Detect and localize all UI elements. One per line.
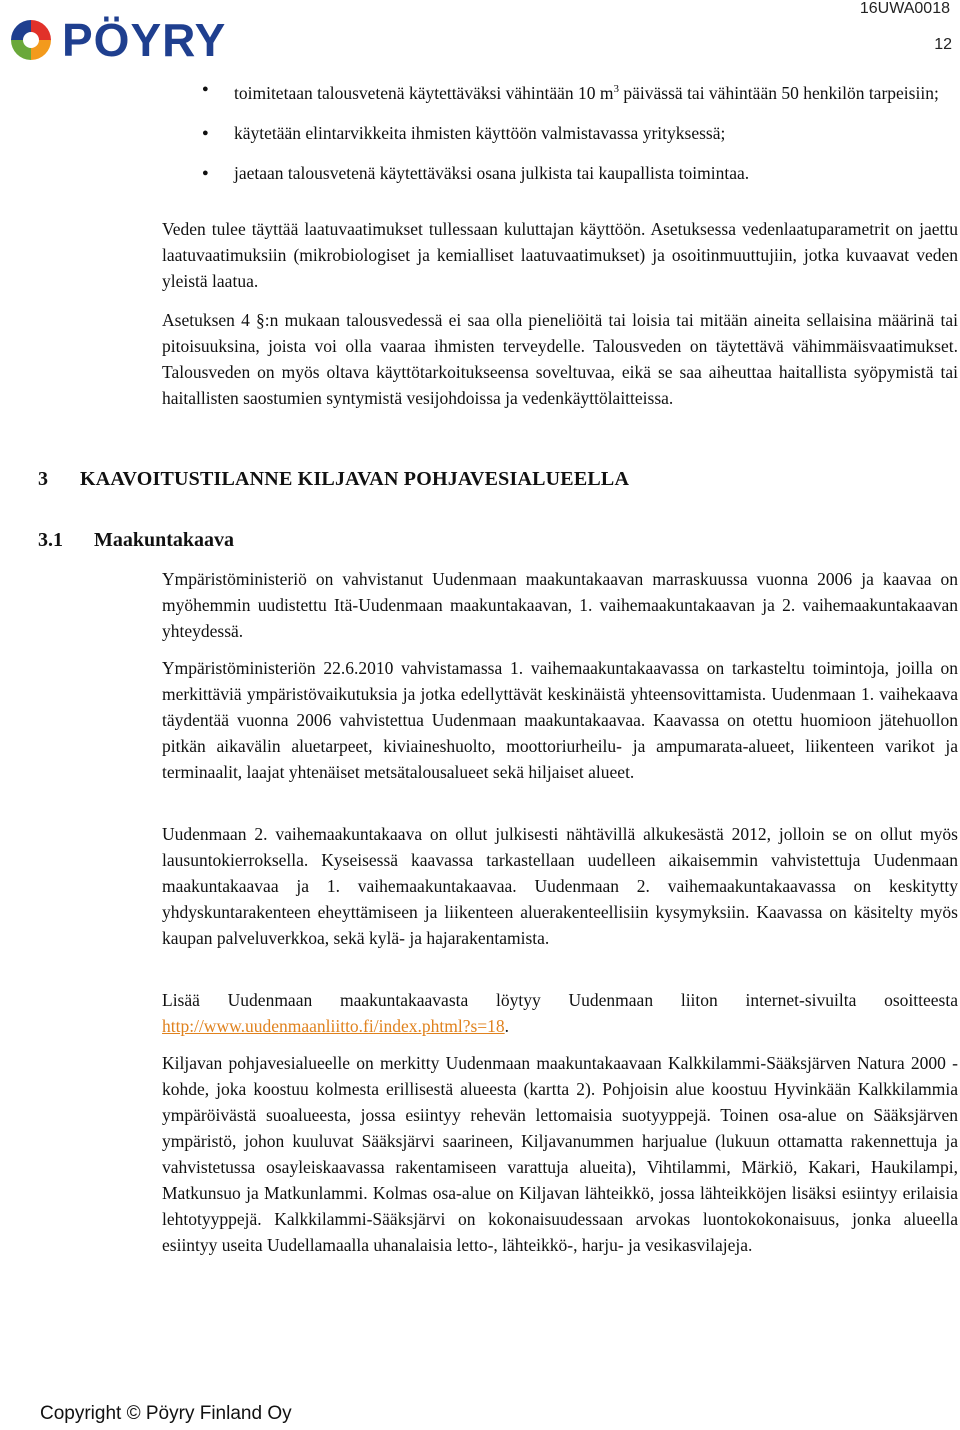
- paragraph: Uudenmaan 2. vaihemaakuntakaava on ollut julkisesti nähtävillä alkukesästä 2012, jolloin se on ollut myös lausuntokierroksella. Kyseisessä kaavassa tarkastellaan uudelleen aikaisemmin vahvistettuja Uudenmaan maakuntakaavaa ja 1. vaihemaakuntakaavaa. Uudenmaan 2. vaihemaakuntakaavassa on keskitytty yhdyskuntarakenteen eheyttämiseen ja liikenteen aluerakenteellisiin kysymyksiin. Kaavassa on käsitelty myös kaupan palveluverkkoa, sekä kylä- ja hajarakentamista.: [162, 824, 958, 948]
- paragraph: Ympäristöministeriö on vahvistanut Uudenmaan maakuntakaavan marraskuussa vuonna 2006 ja kaavaa on myöhemmin uudistettu Itä-Uudenmaan maakuntakaavan, 1. vaihemaakuntakaavan ja 2. vaihemaakuntakaavan yhteydessä.: [162, 569, 958, 641]
- paragraph: Veden tulee täyttää laatuvaatimukset tullessaan kuluttajan käyttöön. Asetuksessa vedenlaatuparametrit on jaettu laatuvaatimuksiin (mikrobiologiset ja kemialliset laatuvaatimukset) ja osoitinmuuttujiin, jotka kuvaavat veden yleistä laatua.: [162, 219, 958, 291]
- paragraph: Ympäristöministeriön 22.6.2010 vahvistamassa 1. vaihemaakuntakaavassa on tarkasteltu toimintoja, joilla on merkittäviä ympäristövaikutuksia ja jotka edellyttävät keskinäistä yhteensovittamista. Uudenmaan 1. vaihekaava täydentää vuonna 2006 vahvistettua Uudenmaan maakuntakaavaa. Kaavassa on otettu huomioon jätehuollon pitkän aikavälin aluetarpeet, kiviaineshuolto, moottoriurheilu- ja ampumarata-alueet, liikenteen varikot ja terminaalit, laajat yhtenäiset metsätalousalueet sekä hiljaiset alueet.: [162, 658, 958, 782]
- bullet-list: [0, 76, 960, 200]
- bullet-item: ● jaetaan talousvetenä käytettäväksi osana julkista tai kaupallista toimintaa.: [234, 160, 958, 186]
- poyry-logo-icon: [6, 15, 56, 65]
- bullet-item: ● toimitetaan talousvetenä käytettäväksi vähintään 10 $m^3$ päivässä tai vähintään 50 henkilön tarpeisiin;: [234, 76, 958, 106]
- subsection-heading: [38, 529, 234, 552]
- paragraph: Kiljavan pohjavesialueelle on merkitty Uudenmaan maakuntakaavaan Kalkkilammi-Sääksjärven Natura 2000 -kohde, joka koostuu kolmesta erillisestä alueesta (kartta 2). Pohjoisin alue koostuu Hyvinkään Kalkkilammia ympäröivästä suoalueesta, jossa esiintyy rehevän lettomaisia suotyyppejä. Toinen osa-alue on Sääksjärven ympäristö, johon kuuluvat Sääksjärvi saarineen, Kiljavanummen harjualue (lukuun ottamatta rakennettuja ja vahvistetussa osayleiskaavassa rakentamiseen varattuja alueita), Vihtilammi, Märkiö, Kakari, Haukilampi, Matkunsuo ja Matkunlammi. Kolmas osa-alue on Kiljavan lähteikkö, jossa lähteikköjen lisäksi esiintyy erilaisia lehtotyyppejä. Kalkkilammi-Sääksjärvi on kokonaisuudessaan arvokas luontokokonaisuus, jonka alueella esiintyy useita Uudellamaalla uhanalaisia letto-, lähteikkö-, harju- ja vesikasvilajeja.: [162, 1053, 958, 1255]
- paragraph: Lisää Uudenmaan maakuntakaavasta löytyy Uudenmaan liiton internet-sivuilta osoitteesta http://www.uudenmaanliitto.fi/index.phtml?s=18.: [162, 990, 958, 1036]
- footer-copyright: Copyright © Pöyry Finland Oy: [40, 1403, 292, 1424]
- web-link[interactable]: http://www.uudenmaanliitto.fi/index.phtml?s=18: [162, 1016, 505, 1036]
- company-logo: [6, 12, 226, 68]
- bullet-item: ● käytetään elintarvikkeita ihmisten käyttöön valmistavassa yrityksessä;: [234, 120, 958, 146]
- section-number: 3: [38, 468, 49, 490]
- section-title: KAAVOITUSTILANNE KILJAVAN POHJAVESIALUEELLA: [80, 468, 630, 490]
- subsection-title: Maakuntakaava: [94, 529, 235, 551]
- document-code: 16UWA0018: [859, 0, 950, 17]
- subsection-number: 3.1: [38, 529, 63, 551]
- section-heading: [38, 468, 629, 491]
- page-number: 12: [934, 36, 952, 53]
- logo-wordmark: PÖYRY: [62, 14, 227, 66]
- paragraph: Asetuksen 4 §:n mukaan talousvedessä ei saa olla pieneliöitä tai loisia tai mitään aineita sellaisina määrinä tai pitoisuuksina, joista voi olla vaaraa ihmisten terveydelle. Talousveden on täytettävä vähimmäisvaatimukset. Talousveden on myös oltava käyttötarkoitukseensa soveltuvaa, eikä se saa aiheuttaa haitallista syöpymistä tai haitallisten saostumien syntymistä vesijohdoissa ja vedenkäyttölaitteissa.: [162, 310, 958, 408]
- superscript: 3: [613, 83, 620, 95]
